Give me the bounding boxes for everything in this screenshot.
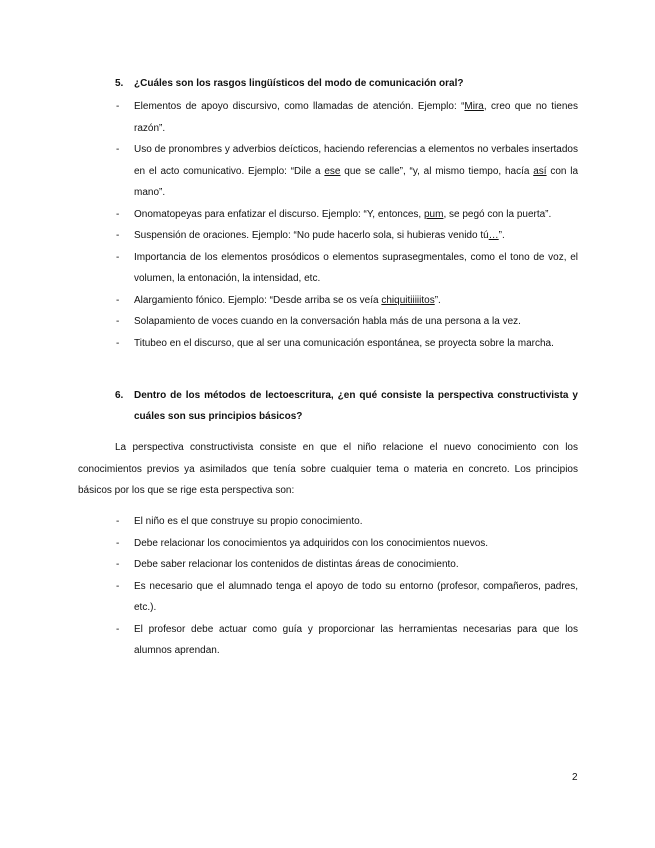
item-text: Elementos de apoyo discursivo, como llamadas de atención. Ejemplo: “ <box>134 101 465 112</box>
section-6-paragraph: La perspectiva constructivista consiste en que el niño relacione el nuevo conocimiento con los conocimientos previos ya asimilados que tenía sobre cualquier tema o materia en concreto. Los principios básicos por los que se rige esta perspectiva son: <box>78 442 578 496</box>
item-text: , creo que no tienes razón”. <box>134 101 578 134</box>
item-text: ”. <box>498 230 505 241</box>
list-item <box>115 247 578 290</box>
bullet-dash: - <box>116 251 120 263</box>
bullet-dash: - <box>116 230 120 241</box>
underlined-example: ese <box>324 165 341 177</box>
bullet-dash: - <box>116 101 120 112</box>
item-text: Alargamiento fónico. Ejemplo: “Desde arriba se os veía <box>134 294 382 306</box>
list-item <box>115 290 578 312</box>
item-text: , se pegó con la puerta”. <box>443 208 552 220</box>
item-text: Suspensión de oraciones. Ejemplo: “No pude hacerlo sola, si hubieras venido tú <box>134 230 489 241</box>
list-item <box>115 204 578 226</box>
underlined-example: … <box>488 230 499 241</box>
section-6-heading <box>115 385 578 427</box>
bullet-dash: - <box>116 623 120 635</box>
section-6-list <box>115 511 578 662</box>
list-item <box>115 554 578 576</box>
list-item <box>115 619 578 662</box>
section-5-heading <box>115 73 578 94</box>
list-item <box>115 225 578 247</box>
list-item <box>115 576 578 619</box>
item-text: El niño es el que construye su propio conocimiento. <box>134 516 363 527</box>
list-item <box>115 333 578 355</box>
list-item <box>115 311 578 333</box>
bullet-dash: - <box>116 337 120 349</box>
bullet-dash: - <box>116 144 120 155</box>
section-5-list <box>115 96 578 354</box>
underlined-example: pum <box>423 208 444 220</box>
bullet-dash: - <box>116 208 120 220</box>
item-text: Debe relacionar los conocimientos ya adquiridos con los conocimientos nuevos. <box>134 537 489 549</box>
bullet-dash: - <box>116 537 120 549</box>
list-item <box>115 139 578 204</box>
item-text: Solapamiento de voces cuando en la conversación habla más de una persona a la vez. <box>134 316 521 327</box>
page-number: 2 <box>572 772 578 783</box>
item-text: Es necesario que el alumnado tenga el apoyo de todo su entorno (profesor, compañeros, padres, etc.). <box>134 580 578 613</box>
list-item <box>115 511 578 533</box>
item-text: Debe saber relacionar los contenidos de distintas áreas de conocimiento. <box>134 559 459 570</box>
section-5-number: 5. <box>115 78 124 89</box>
section-5-title: ¿Cuáles son los rasgos lingüísticos del modo de comunicación oral? <box>134 78 464 89</box>
list-item <box>115 533 578 555</box>
bullet-dash: - <box>116 559 120 570</box>
section-6-number: 6. <box>115 390 124 401</box>
item-text: El profesor debe actuar como guía y proporcionar las herramientas necesarias para que los alumnos aprendan. <box>134 623 578 656</box>
bullet-dash: - <box>116 516 120 527</box>
item-text: con la mano”. <box>134 165 579 198</box>
bullet-dash: - <box>116 316 120 327</box>
section-6-title: Dentro de los métodos de lectoescritura, ¿en qué consiste la perspectiva constructivista y cuáles son sus principios básicos? <box>134 390 578 422</box>
underlined-example: Mira <box>464 101 484 112</box>
list-item <box>115 96 578 139</box>
underlined-example: así <box>533 165 547 177</box>
underlined-example: chiquitiiiiitos <box>381 294 435 306</box>
item-text: Titubeo en el discurso, que al ser una comunicación espontánea, se proyecta sobre la marcha. <box>134 337 554 349</box>
item-text: Uso de pronombres y adverbios deícticos, haciendo referencias a elementos no verbales insertados en el acto comunicativo. Ejemplo: “Dile a <box>134 144 578 177</box>
item-text: Onomatopeyas para enfatizar el discurso. Ejemplo: “Y, entonces, <box>134 208 424 220</box>
bullet-dash: - <box>116 294 120 306</box>
bullet-dash: - <box>116 580 120 592</box>
item-text: ”. <box>434 294 441 306</box>
item-text: que se calle”, “y, al mismo tiempo, hacía <box>340 165 534 177</box>
item-text: Importancia de los elementos prosódicos o elementos suprasegmentales, como el tono de voz, el volumen, la entonación, la intensidad, etc. <box>134 251 578 284</box>
